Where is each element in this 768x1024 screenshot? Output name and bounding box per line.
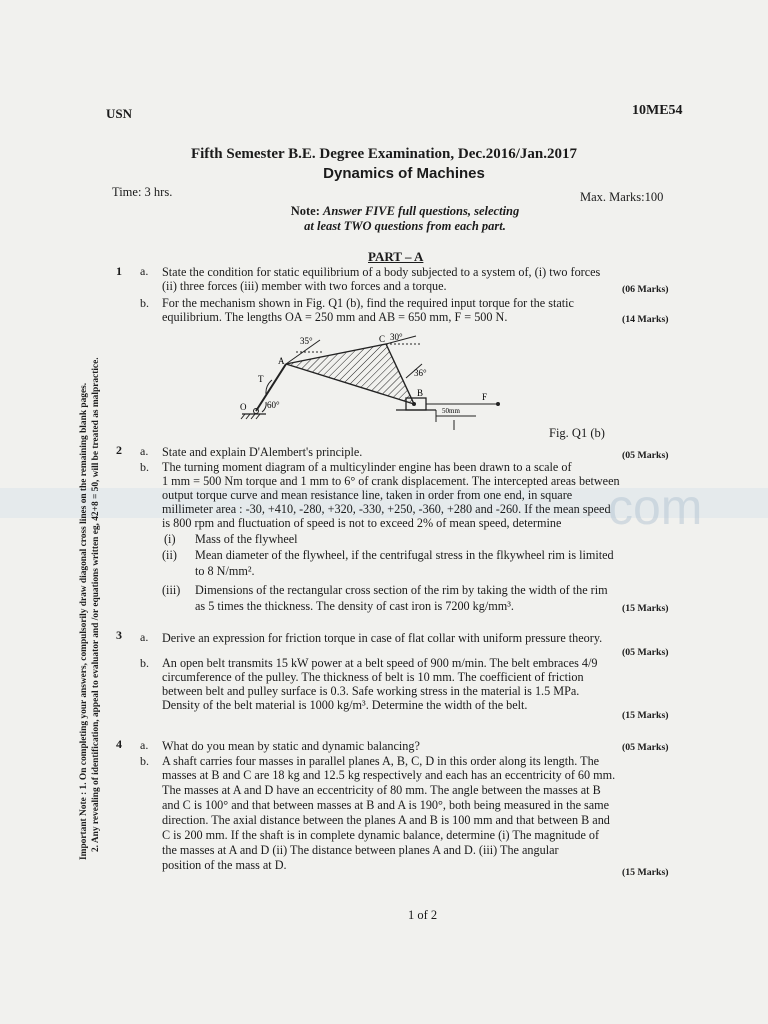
q2b-ii-label: (ii) [162,548,177,562]
paper-code: 10ME54 [632,103,683,118]
q3a-marks: (05 Marks) [622,647,669,658]
label-30: 30° [390,332,403,342]
q2a-line1: State and explain D'Alembert's principle. [162,445,363,459]
q1b-label: b. [140,296,149,310]
fig-caption: Fig. Q1 (b) [549,426,605,440]
label-f: F [482,392,488,402]
label-o: O [240,402,247,412]
label-b: B [417,388,424,398]
side-note [78,260,102,860]
q2b-ii-text1: Mean diameter of the flywheel, if the centrifugal stress in the flkywheel rim is limited [195,548,614,562]
q1a-marks: (06 Marks) [622,284,669,295]
label-t: T [258,374,264,384]
q4-number: 4 [116,737,122,751]
q3a-label: a. [140,630,149,644]
q3b-line: Density of the belt material is 1000 kg/m³. Determine the width of the belt. [162,698,528,712]
q1b-line2: equilibrium. The lengths OA = 250 mm and AB = 650 mm, F = 500 N. [162,310,508,324]
note-line2: at least TWO questions from each part. [304,219,506,233]
q2b-i-text: Mass of the flywheel [195,532,298,546]
page-number: 1 of 2 [408,908,438,922]
label-35: 35° [300,336,313,346]
subject-title: Dynamics of Machines [323,165,485,182]
q4b-line: C is 200 mm. If the shaft is in complete dynamic balance, determine (i) The magnitude of [162,828,600,842]
part-a-heading: PART – A [368,249,424,264]
q4b-line: A shaft carries four masses in parallel planes A, B, C, D in this order along its length. The [162,754,600,768]
exam-title: Fifth Semester B.E. Degree Examination, Dec.2016/Jan.2017 [190,146,578,162]
label-60: 60° [267,400,280,410]
q4a-label: a. [140,738,149,752]
side-note-line1: Important Note : 1. On completing your answers, compulsorily draw diagonal cross lines on the remaining blank pages. [79,382,89,860]
q2a-label: a. [140,444,149,458]
q4b-line: The masses at A and D have an eccentricity of 80 mm. The angle between the masses at B [162,783,601,797]
max-marks-label: Max. Marks:100 [580,190,664,204]
q2b-line: The turning moment diagram of a multicylinder engine has been drawn to a scale of [162,460,572,474]
q3b-line: circumference of the pulley. The thickness of belt is 10 mm. The coefficient of friction [162,670,584,684]
q4b-line: position of the mass at D. [162,858,287,872]
label-c: C [379,334,386,344]
q2b-i-label: (i) [164,532,176,546]
q1b-marks: (14 Marks) [622,314,669,325]
usn-label: USN [106,106,133,121]
q2a-marks: (05 Marks) [622,450,669,461]
q4b-line: and C is 100° and that between masses at B and A is 190°, both being measured in the same [162,798,610,812]
q1-number: 1 [116,264,122,278]
q2-number: 2 [116,443,122,457]
coupler-link [286,344,414,404]
note-line1: Answer FIVE full questions, selecting [323,204,520,218]
q2b-ii-text2: to 8 N/mm². [195,564,255,578]
watermark-text: com [608,479,703,535]
q4b-line: direction. The axial distance between the planes A and B is 100 mm and that between B and [162,813,610,827]
q2b-marks: (15 Marks) [622,603,669,614]
q4a-marks: (05 Marks) [622,742,669,753]
side-note-line2: 2. Any revealing of identification, appeal to evaluator and /or equations written eg, 42+8 = 50, will be treated as malpractice. [91,357,101,852]
q3b-line: An open belt transmits 15 kW power at a belt speed of 900 m/min. The belt embraces 4/9 [162,656,598,670]
q3b-marks: (15 Marks) [622,710,669,721]
q3-number: 3 [116,628,122,642]
q1a-label: a. [140,264,149,278]
q4b-label: b. [140,754,149,768]
q2b-iii-text1: Dimensions of the rectangular cross section of the rim by taking the width of the rim [195,583,608,597]
q2b-label: b. [140,460,149,474]
q2b-line: is 800 rpm and fluctuation of speed is not to exceed 2% of mean speed, determine [162,516,562,530]
q1b-line1: For the mechanism shown in Fig. Q1 (b), find the required input torque for the static [162,296,574,310]
q1a-line1: State the condition for static equilibrium of a body subjected to a system of, (i) two forces [162,265,601,279]
q1a-line2: (ii) three forces (iii) member with two forces and a torque. [162,279,447,293]
q2b-line: 1 mm = 500 Nm torque and 1 mm to 6° of crank displacement. The intercepted areas between [162,474,620,488]
angle-60-arc [262,402,266,412]
q4a-line1: What do you mean by static and dynamic balancing? [162,739,420,753]
label-a: A [278,356,285,366]
q2b-line: output torque curve and mean resistance line, taken in order from one end, in square [162,488,573,502]
label-50mm: 50mm [442,407,460,415]
q3b-line: between belt and pulley surface is 0.3. Safe working stress in the material is 1.5 MPa. [162,684,580,698]
q3a-line1: Derive an expression for friction torque in case of flat collar with uniform pressure theory. [162,631,603,645]
time-label: Time: 3 hrs. [112,185,173,199]
q3b-label: b. [140,656,149,670]
q4b-line: masses at B and C are 18 kg and 12.5 kg respectively and each has an eccentricity of 60 mm. [162,768,616,782]
note-label: Note: [290,204,320,218]
q2b-iii-label: (iii) [162,583,181,597]
q4b-line: the masses at A and D (ii) The distance between planes A and D. (iii) The angular [162,843,559,857]
label-36: 36° [414,368,427,378]
q2b-line: millimeter area : -30, +410, -280, +320, -330, +250, -360, +280 and -260. If the mean speed [162,502,611,516]
q2b-iii-text2: as 5 times the thickness. The density of cast iron is 7200 kg/mm³. [195,599,514,613]
mechanism-figure [236,328,526,430]
q4b-marks: (15 Marks) [622,867,669,878]
instructions-note [0,204,768,234]
